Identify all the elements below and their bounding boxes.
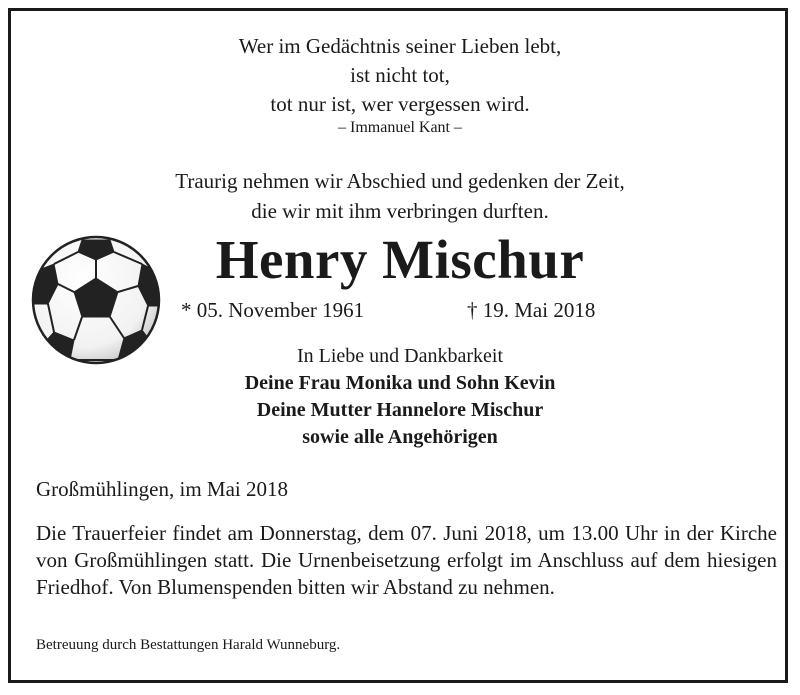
birth-date: * 05. November 1961 [181, 298, 365, 322]
ceremony-notice: Die Trauerfeier findet am Donnerstag, dem 07. Juni 2018, um 13.00 Uhr in der Kirche von Großmühlingen statt. Die Urnenbeisetzung erfolgt im Anschluss auf dem hiesigen Friedhof. Von Blumenspenden bitten wir Abstand zu nehmen. [36, 521, 777, 599]
deceased-name: Henry Mischur [215, 229, 585, 290]
intro-text [0, 166, 800, 226]
intro-line: Traurig nehmen wir Abschied und gedenken der Zeit, [175, 169, 625, 193]
place-date: Großmühlingen, im Mai 2018 [36, 477, 288, 501]
intro-line: die wir mit ihm verbringen durften. [251, 199, 549, 223]
quote-line: ist nicht tot, [350, 63, 450, 87]
mourner-line: Deine Frau Monika und Sohn Kevin [244, 372, 556, 394]
undertaker-note: Betreuung durch Bestattungen Harald Wunneburg. [36, 637, 341, 653]
mourners-intro: In Liebe und Dankbarkeit [296, 345, 504, 367]
mourner-line: Deine Mutter Hannelore Mischur [256, 399, 544, 421]
quote-line: Wer im Gedächtnis seiner Lieben lebt, [238, 34, 562, 58]
mourners-list [0, 370, 800, 451]
death-date: † 19. Mai 2018 [467, 298, 596, 322]
quote-line: tot nur ist, wer vergessen wird. [270, 92, 530, 116]
quote [0, 32, 800, 119]
mourner-line: sowie alle Angehörigen [302, 426, 498, 448]
quote-author: – Immanuel Kant – [338, 119, 462, 136]
